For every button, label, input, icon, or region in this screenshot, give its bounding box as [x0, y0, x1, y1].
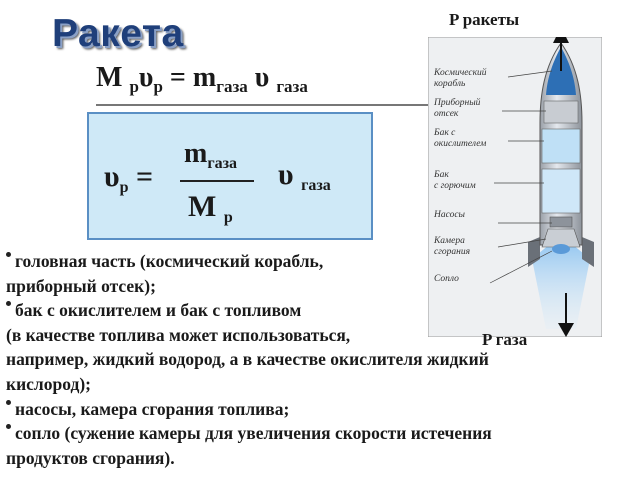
- rocket-part-label: Бак с: [434, 128, 456, 138]
- eq1-u: υ: [254, 62, 270, 93]
- eq1-M-sub: р: [129, 77, 139, 96]
- formula-multiplier: [278, 158, 331, 195]
- rocket-part-label: Камера: [434, 236, 465, 246]
- formula-equals: =: [135, 160, 154, 193]
- list-item-text: насосы, камера сгорания топлива;: [15, 398, 290, 419]
- rocket-diagram: [428, 37, 602, 337]
- list-item: [6, 421, 606, 446]
- equation-underline: [96, 104, 430, 106]
- fuel-tank: [542, 169, 580, 213]
- rocket-part-label: с горючим: [434, 181, 476, 191]
- formula-den-sub: р: [223, 209, 233, 226]
- eq1-M: M: [96, 62, 123, 93]
- slide-title: Ракета: [52, 12, 184, 55]
- bullet-icon: [6, 424, 11, 429]
- formula-numerator: [184, 138, 237, 173]
- list-item-text: головная часть (космический корабль,: [15, 251, 324, 271]
- formula-lhs-symbol: υ: [104, 160, 120, 193]
- list-item: [6, 397, 606, 422]
- list-item-text: сопло (сужение камеры для увеличения скорости истечения: [15, 423, 492, 444]
- formula-num-symbol: m: [184, 138, 208, 169]
- pumps: [550, 217, 572, 227]
- rocket-part-label: отсек: [434, 109, 459, 119]
- formula-mult-symbol: υ: [278, 158, 294, 191]
- list-item: [6, 347, 606, 372]
- eq1-u-sub: газа: [276, 77, 308, 96]
- rocket-momentum-label: P ракеты: [449, 10, 520, 29]
- gas-momentum-label: P газа: [482, 330, 528, 349]
- rocket-part-label: корабль: [434, 79, 466, 89]
- rocket-part-label: Космический: [434, 68, 487, 78]
- formula-denominator: [188, 190, 233, 227]
- eq1-v-sub: р: [153, 77, 163, 96]
- formula-mult-sub: газа: [301, 177, 331, 194]
- list-item: [6, 372, 606, 397]
- bullet-icon: [6, 301, 11, 306]
- rocket-part-label: Сопло: [434, 274, 459, 284]
- bullet-icon: [6, 400, 11, 405]
- fraction-bar: [180, 180, 254, 182]
- list-item-text: приборный отсек);: [6, 275, 156, 296]
- formula-den-symbol: M: [188, 190, 217, 223]
- list-item: [6, 446, 606, 471]
- rocket-part-label: Бак: [434, 170, 449, 180]
- bullet-icon: [6, 252, 11, 257]
- oxidizer-tank: [542, 129, 580, 163]
- list-item-text: кислород);: [6, 373, 91, 394]
- list-item-text: бак с окислителем и бак с топливом: [15, 300, 302, 321]
- list-item-text: продуктов сгорания).: [6, 447, 175, 468]
- list-item-text: (в качестве топлива может использоваться,: [6, 324, 351, 345]
- instrument-section: [544, 101, 578, 123]
- rocket-part-label: Насосы: [434, 210, 465, 220]
- eq1-m-sub: газа: [216, 77, 248, 96]
- eq1-v: υ: [138, 62, 154, 93]
- rocket-part-label: Приборный: [434, 98, 481, 108]
- rocket-part-label: сгорания: [434, 247, 471, 257]
- momentum-equation: [96, 62, 308, 97]
- nozzle: [552, 244, 570, 254]
- formula-lhs-sub: р: [119, 179, 129, 196]
- formula-num-sub: газа: [207, 155, 238, 172]
- eq1-equals: =: [169, 62, 186, 93]
- list-item-text: например, жидкий водород, а в качестве окислителя жидкий: [6, 349, 489, 370]
- rocket-part-label: окислителем: [434, 139, 487, 149]
- eq1-m: m: [192, 62, 217, 93]
- formula-lhs: [104, 160, 153, 197]
